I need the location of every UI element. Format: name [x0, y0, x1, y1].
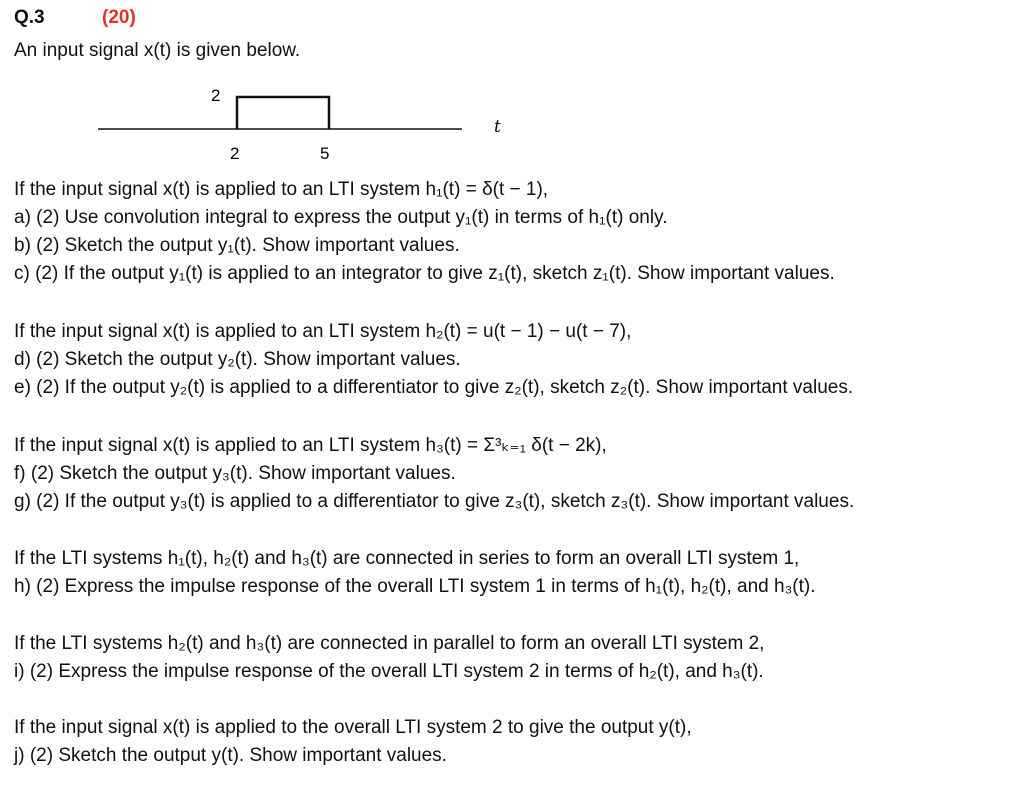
- pulse-signal: [237, 97, 329, 129]
- section4-intro: If the LTI systems h₁(t), h₂(t) and h₃(t) are connected in series to form an overall LTI system 1,: [14, 548, 800, 569]
- part-i: i) (2) Express the impulse response of the overall LTI system 2 in terms of h₂(t), and h₃(t).: [14, 661, 764, 682]
- part-c: c) (2) If the output y₁(t) is applied to an integrator to give z₁(t), sketch z₁(t). Show important values.: [14, 263, 835, 284]
- section1-intro: If the input signal x(t) is applied to an LTI system h₁(t) = δ(t − 1),: [14, 179, 549, 200]
- section3-intro: If the input signal x(t) is applied to an LTI system h₃(t) = Σ³ₖ₌₁ δ(t − 2k),: [14, 435, 607, 456]
- question-header: [14, 6, 136, 30]
- part-g: g) (2) If the output y₃(t) is applied to a differentiator to give z₃(t), sketch z₃(t). Show important values.: [14, 491, 855, 512]
- part-e: e) (2) If the output y₂(t) is applied to a differentiator to give z₂(t), sketch z₂(t). Show important values.: [14, 377, 854, 398]
- part-b: b) (2) Sketch the output y₁(t). Show important values.: [14, 235, 460, 256]
- input-signal-figure: [90, 88, 610, 168]
- question-number: Q.3: [14, 7, 45, 28]
- pulse-end-label: 5: [320, 144, 330, 163]
- time-axis-label: t: [494, 117, 501, 137]
- part-h: h) (2) Express the impulse response of the overall LTI system 1 in terms of h₁(t), h₂(t), and h₃(t).: [14, 576, 816, 597]
- section6-intro: If the input signal x(t) is applied to the overall LTI system 2 to give the output y(t),: [14, 717, 692, 738]
- section2-intro: If the input signal x(t) is applied to an LTI system h₂(t) = u(t − 1) − u(t − 7),: [14, 321, 632, 342]
- part-d: d) (2) Sketch the output y₂(t). Show important values.: [14, 349, 461, 370]
- amplitude-label: 2: [211, 88, 221, 105]
- part-j: j) (2) Sketch the output y(t). Show important values.: [14, 745, 447, 766]
- intro-text: An input signal x(t) is given below.: [14, 40, 301, 61]
- section5-intro: If the LTI systems h₂(t) and h₃(t) are connected in parallel to form an overall LTI system 2,: [14, 633, 765, 654]
- part-a: a) (2) Use convolution integral to express the output y₁(t) in terms of h₁(t) only.: [14, 207, 668, 228]
- question-points: (20): [102, 7, 136, 28]
- part-f: f) (2) Sketch the output y₃(t). Show important values.: [14, 463, 456, 484]
- pulse-start-label: 2: [230, 144, 240, 163]
